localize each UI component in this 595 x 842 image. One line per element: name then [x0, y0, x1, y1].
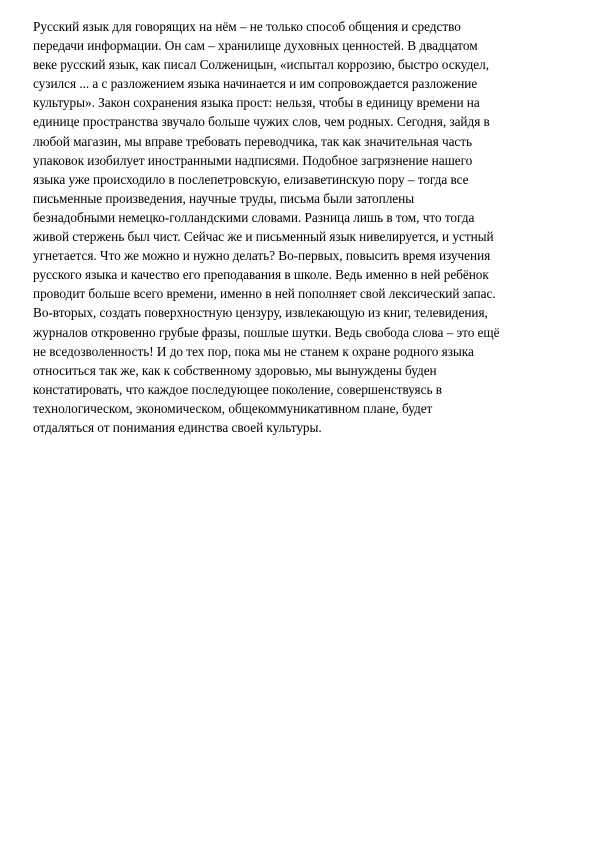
- paragraph-line: единице пространства звучало больше чужих слов, чем родных. Сегодня, зайдя в: [33, 114, 490, 130]
- paragraph-line: проводит больше всего времени, именно в ней пополняет свой лексический запас.: [33, 286, 496, 302]
- paragraph-line: языка уже происходило в послепетровскую, елизаветинскую пору – тогда все: [33, 171, 469, 187]
- paragraph-line: Во-вторых, создать поверхностную цензуру, извлекающую из книг, телевидения,: [33, 305, 488, 321]
- paragraph-line: журналов откровенно грубые фразы, пошлые шутки. Ведь свобода слова – это ещё: [33, 324, 500, 340]
- paragraph-line: Русский язык для говорящих на нём – не только способ общения и средство: [33, 19, 461, 34]
- paragraph-line: отдаляться от понимания единства своей культуры.: [33, 419, 322, 435]
- paragraph-line: констатировать, что каждое последующее поколение, совершенствуясь в: [33, 381, 442, 397]
- paragraph-line: технологическом, экономическом, общекоммуникативном плане, будет: [33, 400, 433, 416]
- paragraph-line: живой стержень был чист. Сейчас же и письменный язык нивелируется, и устный: [33, 229, 494, 245]
- paragraph-line: передачи информации. Он сам – хранилище духовных ценностей. В двадцатом: [33, 38, 478, 54]
- paragraph-line: упаковок изобилует иностранными надписями. Подобное загрязнение нашего: [33, 152, 473, 168]
- paragraph-line: русского языка и качество его преподавания в школе. Ведь именно в ней ребёнок: [33, 267, 489, 283]
- essay-paragraph: [33, 17, 578, 437]
- paragraph-line: письменные произведения, научные труды, письма были затоплены: [33, 190, 415, 206]
- paragraph-line: угнетается. Что же можно и нужно делать? Во-первых, повысить время изучения: [33, 248, 491, 264]
- paragraph-line: не вседозволенность! И до тех пор, пока мы не станем к охране родного языка: [33, 343, 474, 359]
- paragraph-line: безнадобными немецко-голландскими словами. Разница лишь в том, что тогда: [33, 209, 475, 225]
- paragraph-line: сузился ... а с разложением языка начинается и им сопровождается разложение: [33, 76, 478, 92]
- paragraph-line: веке русский язык, как писал Солженицын, «испытал коррозию, быстро оскудел,: [33, 57, 489, 73]
- paragraph-line: любой магазин, мы вправе требовать переводчика, так как значительная часть: [33, 133, 473, 149]
- paragraph-line: относиться так же, как к собственному здоровью, мы вынуждены буден: [33, 362, 437, 378]
- paragraph-line: культуры». Закон сохранения языка прост: нельзя, чтобы в единицу времени на: [33, 95, 480, 111]
